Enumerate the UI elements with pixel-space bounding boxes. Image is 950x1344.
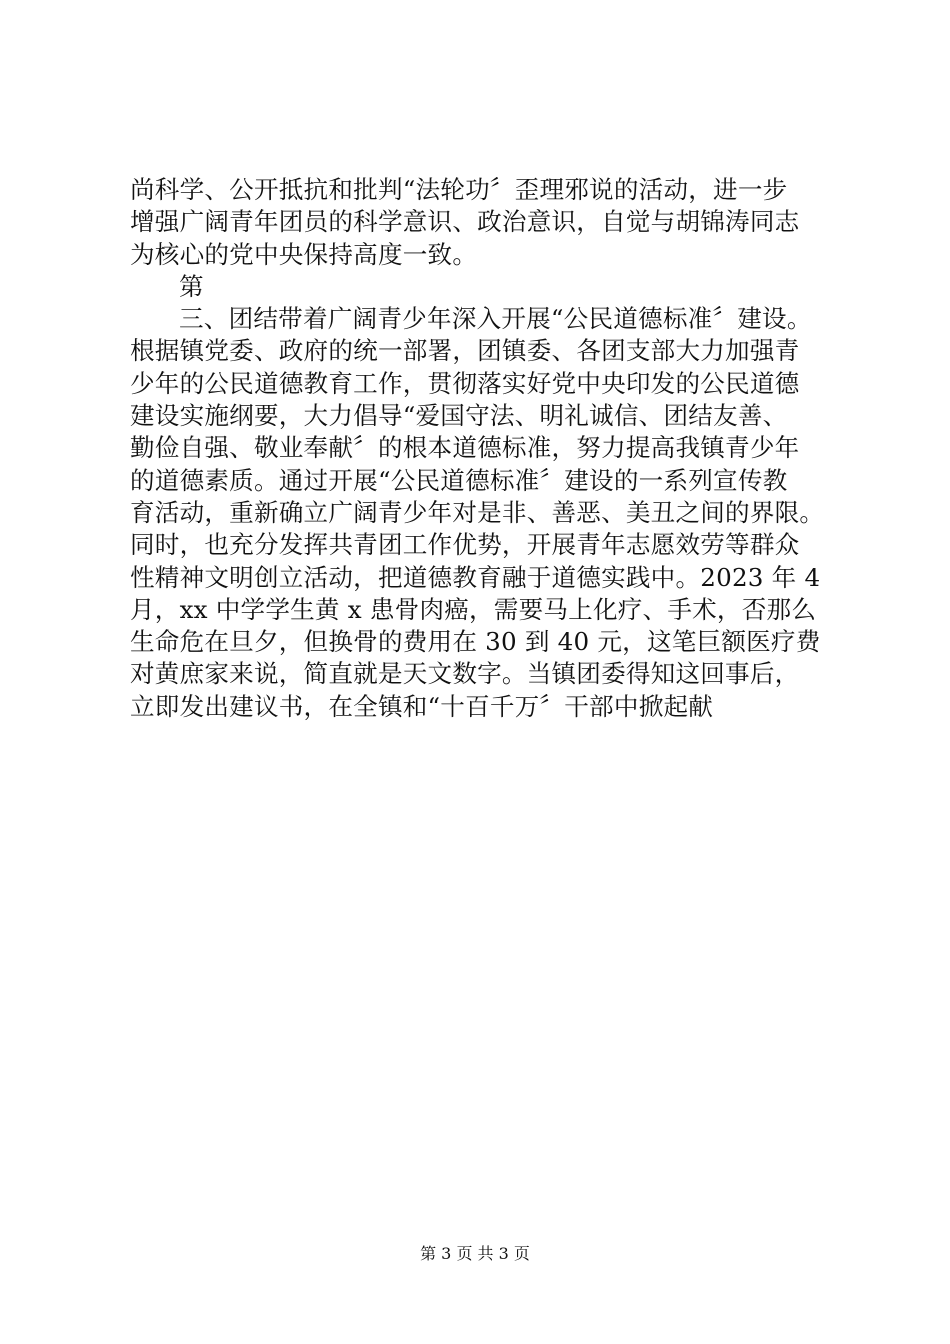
text-line: 对黄庶家来说，简直就是天文数字。当镇团委得知这回事后， xyxy=(130,659,800,689)
text-line: 立即发出建议书，在全镇和“十百千万〞干部中掀起献 xyxy=(130,691,714,721)
text-line: 性精神文明创立活动，把道德教育融于道德实践中。2023 年 4 xyxy=(130,562,821,592)
text-line: 少年的公民道德教育工作，贯彻落实好党中央印发的公民道德 xyxy=(130,368,800,398)
text-line: 的道德素质。通过开展“公民道德标准〞建设的一系列宣传教 xyxy=(130,465,788,495)
text-line: 同时，也充分发挥共青团工作优势，开展青年志愿效劳等群众 xyxy=(130,530,800,560)
text-line: 为核心的党中央保持高度一致。 xyxy=(130,239,478,269)
text-line: 增强广阔青年团员的科学意识、政治意识，自觉与胡锦涛同志 xyxy=(130,207,800,237)
text-line: 勤俭自强、敬业奉献〞的根本道德标准，努力提高我镇青少年 xyxy=(130,433,800,463)
page-footer: 第 3 页 共 3 页 xyxy=(420,1244,530,1263)
text-line: 第 xyxy=(179,271,204,301)
text-line: 育活动，重新确立广阔青少年对是非、善恶、美丑之间的界限。 xyxy=(130,497,825,527)
text-line: 根据镇党委、政府的统一部署，团镇委、各团支部大力加强青 xyxy=(130,336,800,366)
text-line: 月，xx 中学学生黄 x 患骨肉癌，需要马上化疗、手术，否那么 xyxy=(130,594,817,624)
text-line: 三、团结带着广阔青少年深入开展“公民道德标准〞建设。 xyxy=(179,304,812,334)
text-line: 生命危在旦夕，但换骨的费用在 30 到 40 元，这笔巨额医疗费 xyxy=(130,627,821,657)
text-line: 建设实施纲要，大力倡导“爱国守法、明礼诚信、团结友善、 xyxy=(130,401,788,431)
document-body xyxy=(130,174,830,723)
text-line: 尚科学、公开抵抗和批判“法轮功〞歪理邪说的活动，进一步 xyxy=(130,175,788,204)
